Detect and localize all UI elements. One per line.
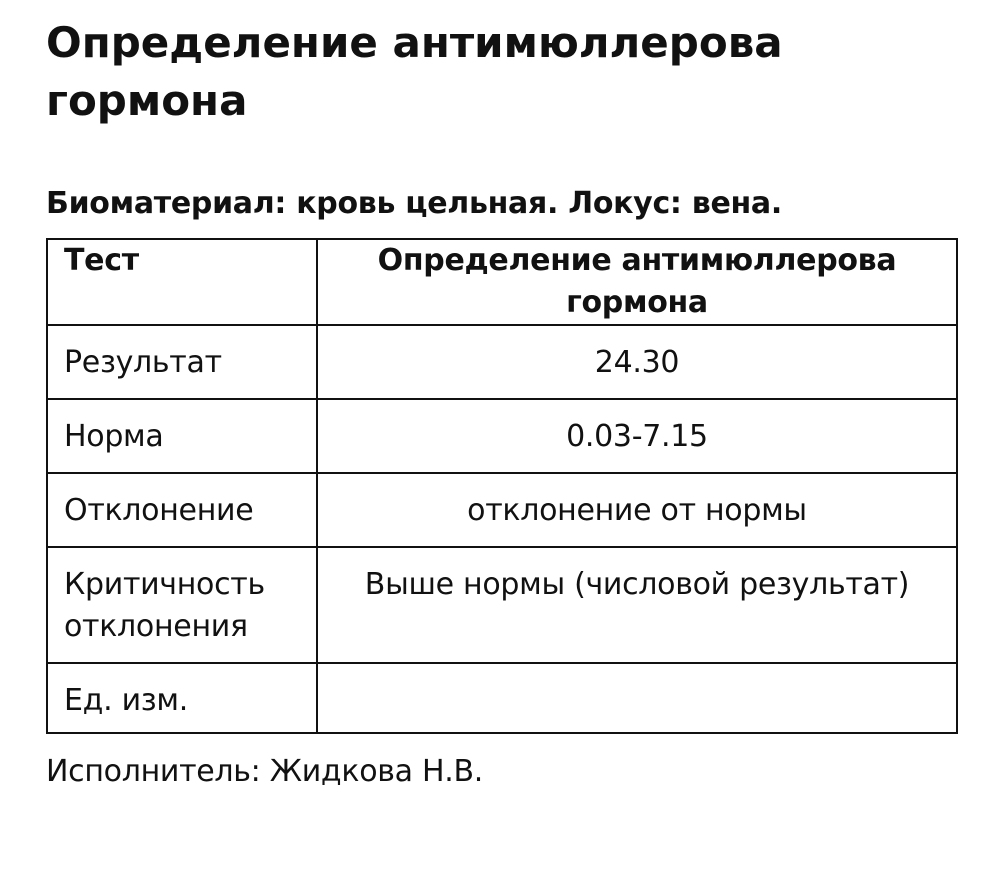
biomaterial-subtitle: Биоматериал: кровь цельная. Локус: вена. [46, 186, 782, 221]
table-header-row [47, 239, 957, 325]
table-row-criticality [47, 547, 957, 663]
results-table [46, 238, 958, 734]
table-row-norm [47, 399, 957, 473]
row-label-unit: Ед. изм. [47, 663, 317, 733]
row-value-unit [317, 663, 957, 733]
report-page [46, 14, 956, 792]
table-row-unit [47, 663, 957, 733]
row-value-criticality: Выше нормы (числовой результат) [317, 547, 957, 663]
table-row-result [47, 325, 957, 399]
row-value-result: 24.30 [317, 325, 957, 399]
header-cell-test: Тест [47, 239, 317, 325]
row-label-criticality: Критичность отклонения [47, 547, 317, 663]
row-label-result: Результат [47, 325, 317, 399]
header-cell-test-name: Определение антимюллерова гормона [317, 239, 957, 325]
page-title: Определение антимюллерова гормона [46, 18, 783, 125]
row-label-norm: Норма [47, 399, 317, 473]
row-value-norm: 0.03-7.15 [317, 399, 957, 473]
table-row-deviation [47, 473, 957, 547]
row-value-deviation: отклонение от нормы [317, 473, 957, 547]
performer-line: Исполнитель: Жидкова Н.В. [46, 754, 483, 789]
row-label-deviation: Отклонение [47, 473, 317, 547]
